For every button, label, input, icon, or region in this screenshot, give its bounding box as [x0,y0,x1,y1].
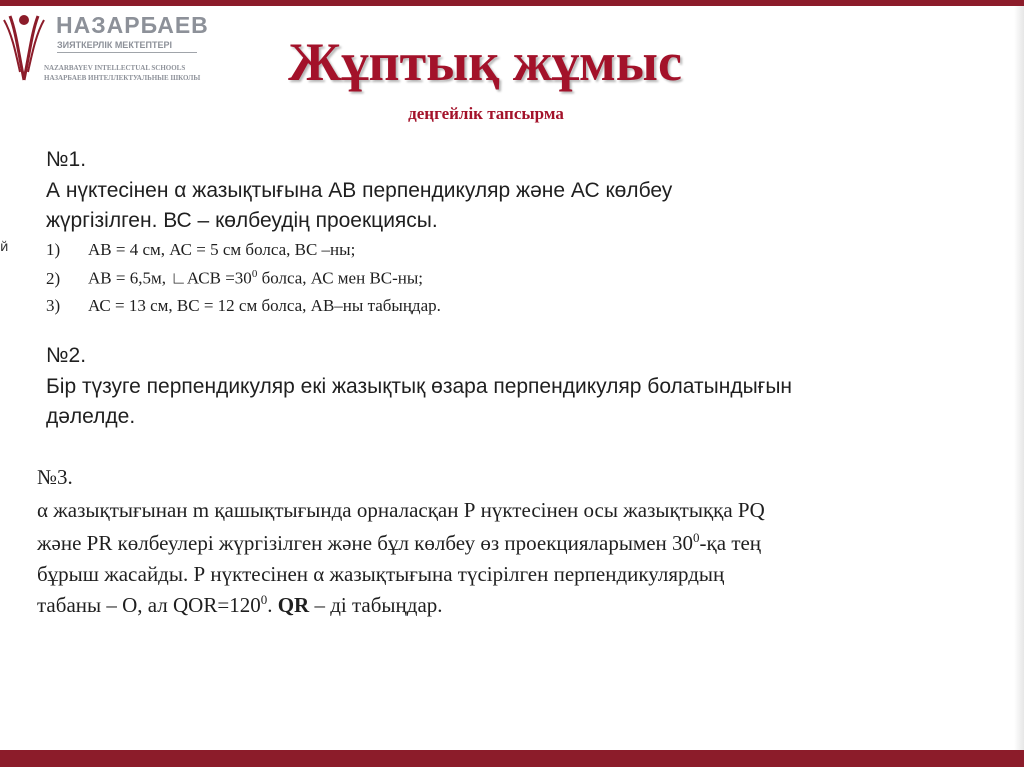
task3-line1: α жазықтығынан m қашықтығында орналасқан Р нүктесінен осы жазықтыққа PQ [37,498,765,522]
task3-line4-after: – ді табыңдар. [309,593,443,617]
task1-item-2-num: 2) [46,268,61,288]
task1-item-1 [46,240,355,260]
logo-emblem-icon [2,10,46,82]
right-edge-shadow [1014,6,1024,750]
bottom-accent-bar [0,750,1024,767]
task3-line4-before: табаны – О, ал QOR=120 [37,593,261,617]
task2-line1: Бір түзуге перпендикуляр екі жазықтық өзара перпендикуляр болатындығын [46,375,793,398]
task3-line2-before: және PR көлбеулері жүргізілген және бұл көлбеу өз проекцияларымен 30 [37,531,694,555]
task1-number: №1. [46,148,87,171]
task2-line2: дәлелде. [46,405,136,428]
edge-glyph: й [0,240,9,255]
slide-subtitle: деңгейлік тапсырма [408,104,564,123]
task3-line4-bold: QR [272,593,310,617]
logo-russian: НАЗАРБАЕВ ИНТЕЛЛЕКТУАЛЬНЫЕ ШКОЛЫ [44,74,201,82]
task1-item-2-sup: 0 [251,268,258,280]
logo-divider [57,52,197,53]
task1-item-3-text: АС = 13 см, ВС = 12 см болса, АВ–ны табыңдар. [88,296,441,315]
top-accent-bar [0,0,1024,6]
task3-line2 [37,530,761,556]
slide-title: Жұптық жұмыс [288,32,682,92]
task1-item-2-text-before: АВ = 6,5м, ∟АСВ =30 [88,268,252,288]
task2-number: №2. [46,344,87,367]
task1-item-2-text-after: болса, АС мен ВС-ны; [257,268,424,288]
task3-line4-dot: . [267,593,273,617]
logo-english: NAZARBAYEV INTELLECTUAL SCHOOLS [44,64,186,72]
task1-item-1-num: 1) [46,240,61,259]
task1-line1: А нүктесінен α жазықтығына АВ перпендикуляр және АС көлбеу [46,179,673,202]
task3-line2-sup: 0 [693,530,700,545]
task3-line3: бұрыш жасайды. Р нүктесінен α жазықтығына түсірілген перпендикулярдың [37,562,725,586]
logo-subtitle: ЗИЯТКЕРЛІК МЕКТЕПТЕРІ [57,40,173,50]
task1-item-2 [46,268,423,289]
task3-line4-sup: 0 [260,592,268,607]
school-logo [2,8,212,84]
task1-item-1-text: АВ = 4 см, АС = 5 см болса, ВС –ны; [88,240,356,259]
task1-item-3 [46,296,441,316]
task3-line4 [37,592,443,618]
task3-number: №3. [37,465,73,489]
logo-name: НАЗАРБАЕВ [56,12,209,38]
task1-line2: жүргізілген. ВС – көлбеудің проекциясы. [46,209,438,232]
task1-item-3-num: 3) [46,296,61,315]
task3-line2-after: -қа тең [699,531,762,555]
